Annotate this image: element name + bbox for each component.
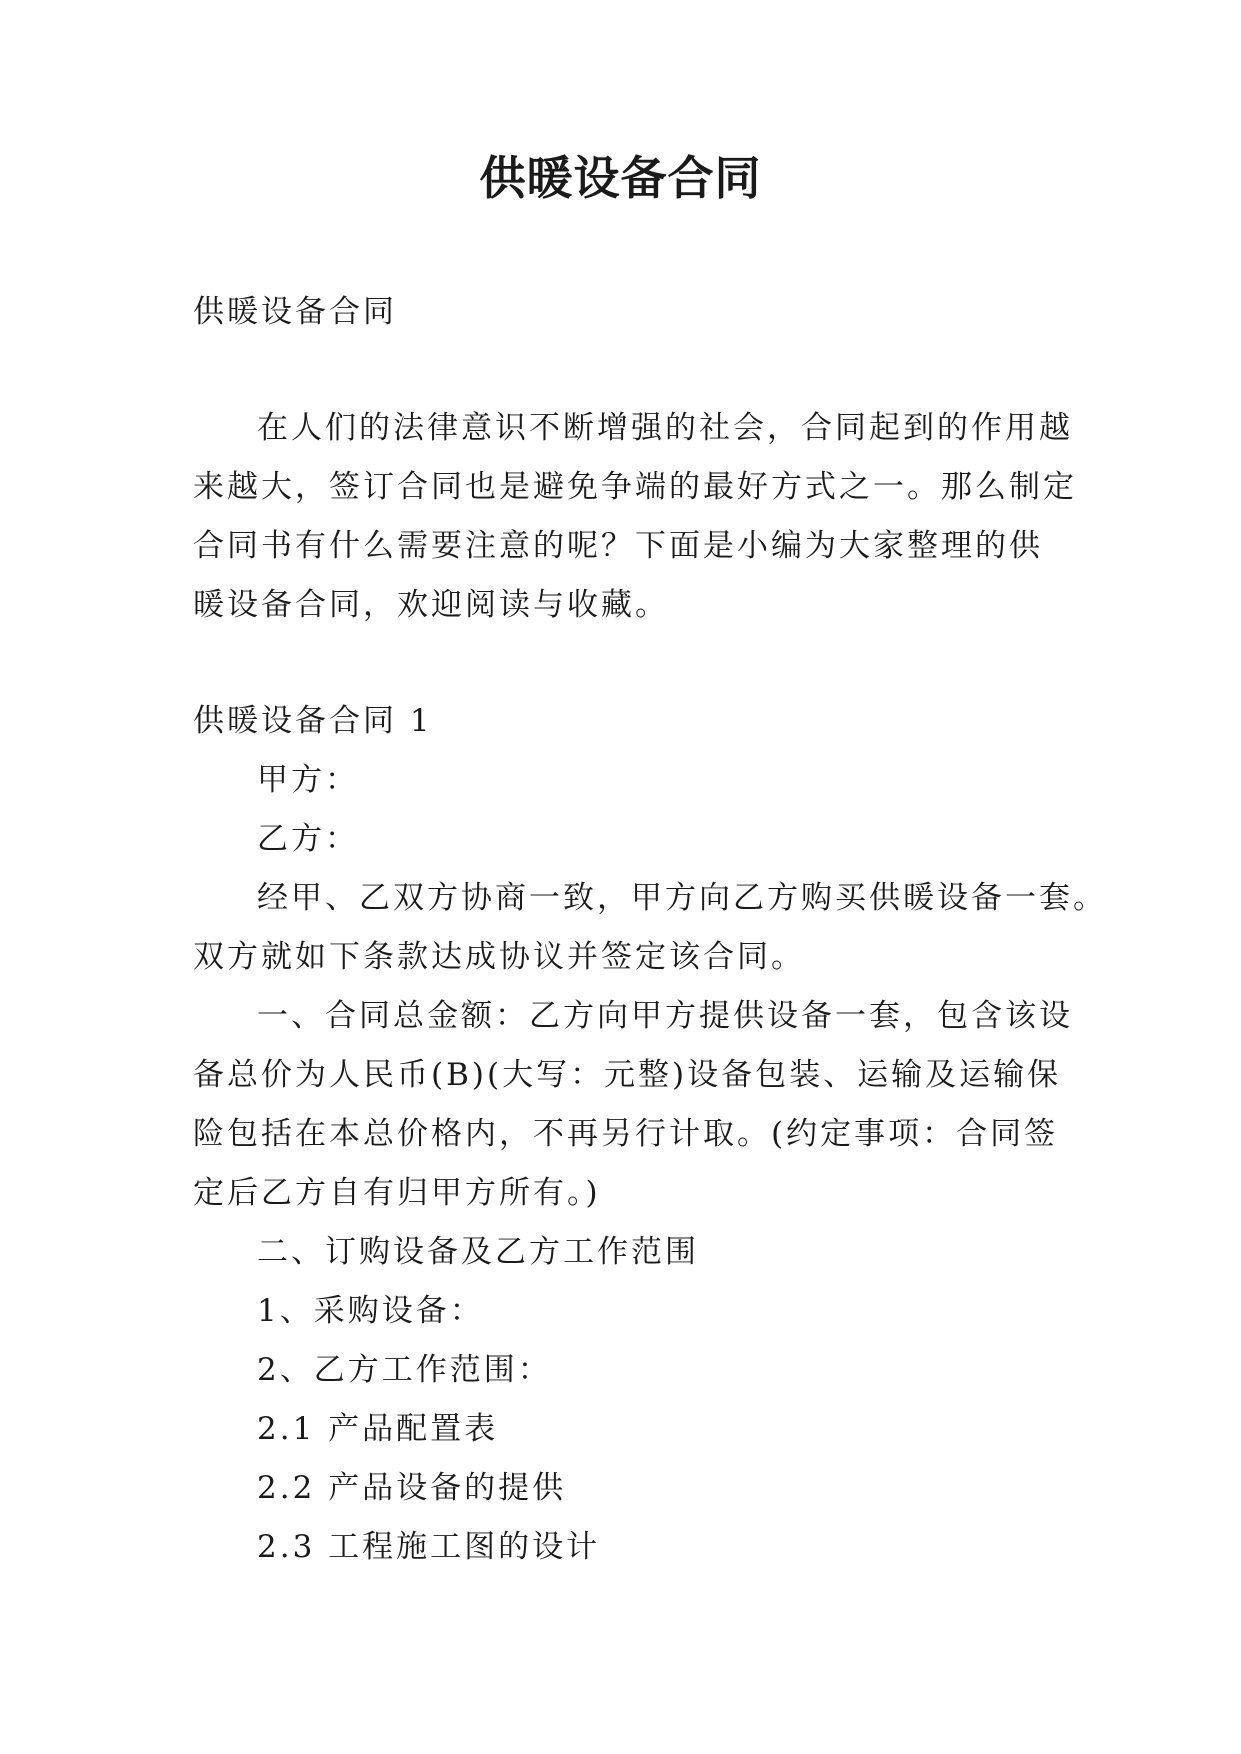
subtitle-line: 供暖设备合同	[193, 294, 397, 330]
list-item: 2.3 工程施工图的设计	[257, 1529, 601, 1565]
list-item: 2.2 产品设备的提供	[257, 1470, 567, 1506]
list-item: 2.1 产品配置表	[257, 1411, 499, 1447]
page-title: 供暖设备合同	[479, 151, 762, 205]
party-b-line: 乙方：	[257, 821, 359, 857]
paragraph-line: 经甲、乙双方协商一致，甲方向乙方购买供暖设备一套。	[257, 880, 1107, 916]
paragraph-line: 来越大，签订合同也是避免争端的最好方式之一。那么制定	[193, 469, 1077, 505]
paragraph-line: 合同书有什么需要注意的呢？下面是小编为大家整理的供	[193, 528, 1043, 564]
clause-line: 备总价为人民币(B)(大写：元整)设备包装、运输及运输保	[193, 1057, 1062, 1093]
clause-line: 险包括在本总价格内，不再另行计取。(约定事项：合同签	[193, 1116, 1059, 1152]
paragraph-line: 双方就如下条款达成协议并签定该合同。	[193, 939, 805, 975]
clause-line: 定后乙方自有归甲方所有。)	[193, 1175, 601, 1211]
clause-line: 二、订购设备及乙方工作范围	[257, 1234, 699, 1270]
clause-line: 一、合同总金额：乙方向甲方提供设备一套，包含该设	[257, 998, 1073, 1034]
party-a-line: 甲方：	[257, 762, 359, 798]
list-item: 1、采购设备：	[257, 1293, 484, 1329]
paragraph-line: 暖设备合同，欢迎阅读与收藏。	[193, 587, 669, 623]
paragraph-line: 在人们的法律意识不断增强的社会，合同起到的作用越	[257, 410, 1073, 446]
section-heading: 供暖设备合同 1	[193, 703, 433, 739]
list-item: 2、乙方工作范围：	[257, 1352, 552, 1388]
